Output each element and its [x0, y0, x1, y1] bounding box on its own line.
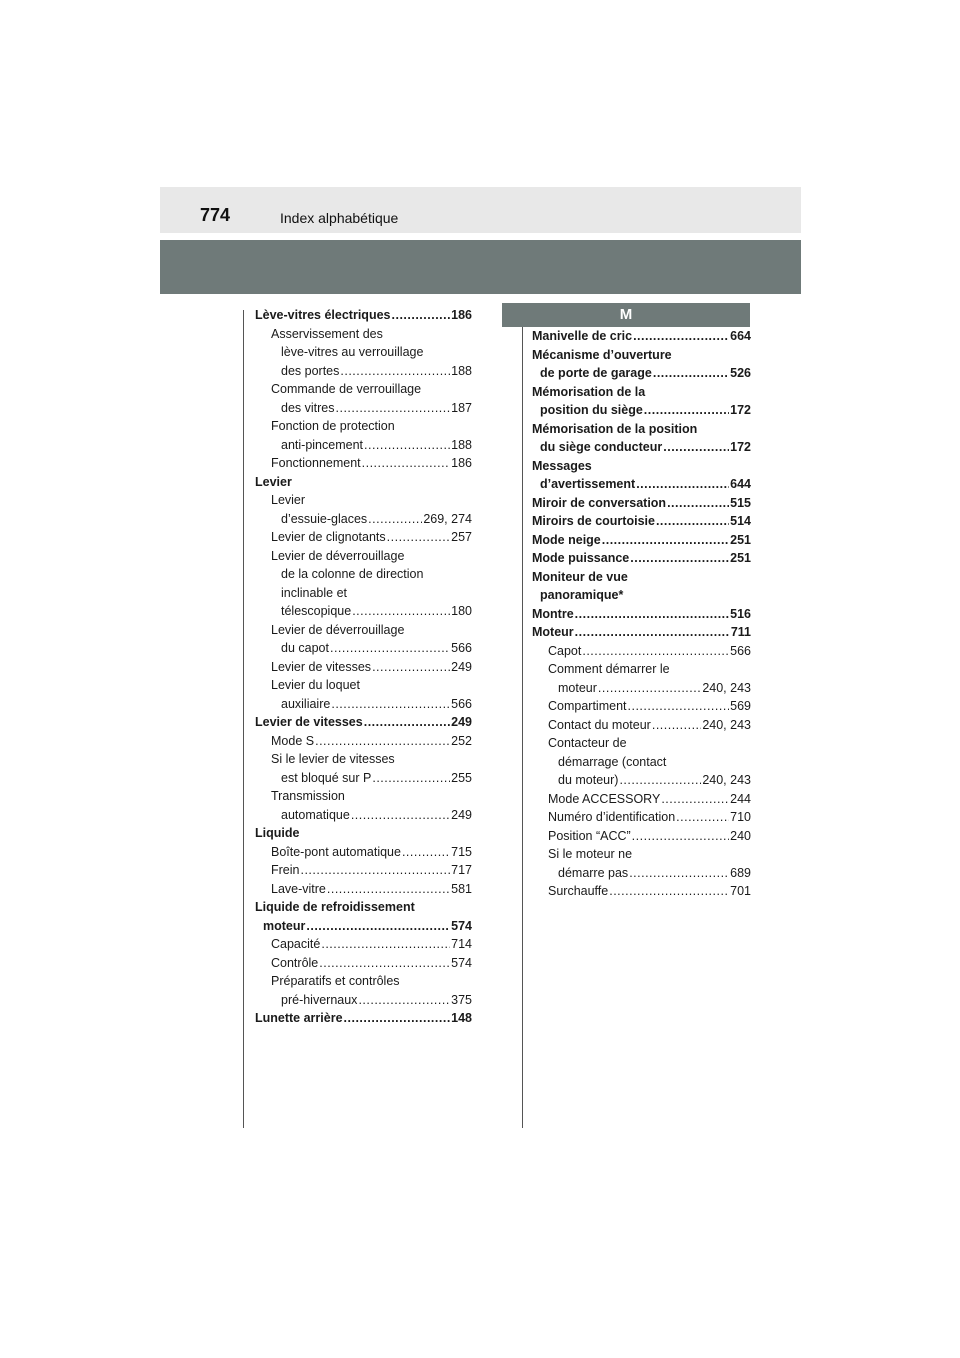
index-entry-page: 516	[730, 606, 751, 621]
index-entry	[255, 954, 472, 973]
index-entry-page: 186	[451, 456, 472, 470]
index-entry-label: démarre pas	[558, 865, 629, 880]
index-entry-page: 574	[451, 918, 472, 933]
index-entry-page: 644	[730, 477, 751, 491]
index-entry-page: 249	[451, 659, 472, 674]
index-entry-label: Numéro d’identification	[548, 810, 676, 824]
index-entry	[532, 531, 751, 550]
index-heading-line: Mécanisme d’ouverture	[532, 347, 672, 362]
index-entry-label: télescopique	[281, 604, 352, 618]
index-entry	[255, 510, 472, 529]
index-entry-page: 188	[451, 363, 472, 378]
index-entry-label: automatique	[281, 807, 350, 822]
dot-leader	[663, 438, 729, 457]
index-entry	[255, 1009, 472, 1028]
dot-leader	[582, 642, 729, 661]
index-entry-label: des vitres	[281, 400, 335, 415]
index-entry-page: 574	[451, 955, 472, 970]
dot-leader	[629, 864, 729, 883]
index-entry	[532, 494, 751, 513]
index-entry-page: 711	[730, 625, 751, 639]
index-entry-label: moteur	[263, 918, 306, 933]
index-entry	[255, 306, 472, 325]
dot-leader	[619, 771, 701, 790]
index-entry-label: position du siège	[540, 403, 643, 417]
dot-leader	[609, 882, 729, 901]
header-bar	[160, 187, 801, 233]
index-entry	[532, 512, 751, 531]
index-entry-label: du capot	[281, 641, 329, 655]
index-entry-page: 148	[451, 1011, 472, 1025]
index-entry-page: 240, 243	[702, 773, 751, 787]
index-entry	[532, 623, 751, 642]
index-entry-label: moteur	[558, 680, 597, 695]
index-entry	[255, 399, 472, 418]
index-heading-line: Comment démarrer le	[548, 662, 670, 676]
dot-leader	[336, 399, 451, 418]
index-heading-line: Si le levier de vitesses	[271, 752, 395, 766]
index-entry-page: 180	[451, 604, 472, 618]
index-heading-line: Levier du loquet	[271, 678, 360, 692]
index-heading-line: Asservissement des	[271, 326, 383, 341]
index-entry-page: 566	[730, 643, 751, 658]
index-entry-label: Moteur	[532, 625, 574, 639]
index-entry	[255, 917, 472, 936]
index-entry	[532, 697, 751, 716]
index-entry-label: d’essuie-glaces	[281, 511, 368, 526]
index-entry-page: 257	[451, 530, 472, 544]
dot-leader	[602, 531, 729, 550]
index-entry	[532, 605, 751, 624]
index-entry	[255, 713, 472, 732]
index-entry	[255, 843, 472, 862]
index-entry-label: Lunette arrière	[255, 1011, 343, 1025]
dot-leader	[340, 362, 450, 381]
index-entry-page: 187	[451, 400, 472, 415]
index-entry	[532, 864, 751, 883]
index-entry-label: Fonctionnement	[271, 456, 361, 470]
index-entry-page: 569	[730, 699, 751, 713]
index-entry-label: Compartiment	[548, 699, 627, 713]
index-entry-page: 249	[451, 715, 472, 729]
index-entry-page: 526	[730, 366, 751, 380]
index-entry	[255, 639, 472, 658]
index-entry	[255, 806, 472, 825]
index-entry-page: 240, 243	[702, 717, 751, 732]
index-entry-label: de porte de garage	[540, 366, 652, 380]
index-entry	[532, 771, 751, 790]
index-entry-label: des portes	[281, 363, 340, 378]
dot-leader	[306, 917, 450, 936]
index-entry	[255, 769, 472, 788]
dot-leader	[372, 658, 450, 677]
dot-leader	[575, 605, 729, 624]
index-entry-label: Levier de clignotants	[271, 530, 386, 544]
index-heading-line: Levier	[271, 493, 306, 507]
index-heading-line: Levier de déverrouillage	[271, 622, 405, 637]
dot-leader	[656, 512, 729, 531]
index-entry-page: 375	[451, 992, 472, 1007]
dot-leader	[351, 806, 450, 825]
index-entry	[255, 436, 472, 455]
index-entry-label: Mode S	[271, 733, 315, 748]
index-heading-line: Liquide de refroidissement	[255, 900, 415, 914]
dot-leader	[667, 494, 729, 513]
dot-leader	[344, 1009, 451, 1028]
dot-leader	[368, 510, 422, 529]
index-entry-page: 188	[451, 437, 472, 452]
dot-leader	[652, 716, 701, 735]
index-entry-label: Montre	[532, 606, 574, 621]
page-title: Index alphabétique	[280, 210, 399, 226]
index-heading-line: Contacteur de	[548, 736, 627, 750]
index-entry-page: 244	[730, 791, 751, 806]
dot-leader	[352, 602, 450, 621]
header-band	[160, 240, 801, 294]
index-entry	[255, 880, 472, 899]
index-entry-page: 514	[730, 514, 751, 528]
index-heading-line: démarrage (contact	[558, 754, 667, 769]
index-heading-line: Si le moteur ne	[548, 847, 633, 861]
dot-leader	[330, 639, 450, 658]
index-entry-label: Contact du moteur	[548, 717, 651, 732]
index-entry-page: 240, 243	[702, 680, 751, 695]
index-entry	[532, 827, 751, 846]
index-entry-label: Position “ACC”	[548, 828, 631, 843]
index-entry	[532, 808, 751, 827]
index-entry	[532, 679, 751, 698]
index-entry-label: Lève-vitres électriques	[255, 308, 391, 322]
index-heading-line: Moniteur de vue	[532, 569, 628, 584]
index-entry	[532, 882, 751, 901]
dot-leader	[628, 697, 730, 716]
index-entry-label: Levier de vitesses	[271, 659, 372, 674]
index-entry	[532, 716, 751, 735]
index-entry-page: 249	[451, 807, 472, 822]
index-entry	[532, 642, 751, 661]
dot-leader	[327, 880, 450, 899]
index-entry-label: Miroir de conversation	[532, 495, 667, 510]
index-entry-page: 252	[451, 733, 472, 748]
index-entry-label: Mode puissance	[532, 551, 630, 565]
index-entry-label: Contrôle	[271, 955, 319, 970]
dot-leader	[319, 954, 450, 973]
dot-leader	[364, 713, 450, 732]
index-entry-page: 581	[451, 881, 472, 896]
index-heading-line: Levier de déverrouillage	[271, 548, 405, 563]
index-entry-page: 717	[451, 863, 472, 877]
index-entry	[255, 658, 472, 677]
section-letter-header: M	[502, 303, 750, 327]
index-heading-line: Mémorisation de la	[532, 384, 646, 399]
index-heading-line: Fonction de protection	[271, 419, 395, 433]
dot-leader	[358, 991, 450, 1010]
dot-leader	[392, 306, 451, 325]
index-heading-line: Transmission	[271, 789, 345, 803]
index-entry-label: du siège conducteur	[540, 440, 663, 454]
index-heading-line: de la colonne de direction	[281, 567, 424, 581]
dot-leader	[372, 769, 450, 788]
index-entry-label: Boîte-pont automatique	[271, 844, 401, 859]
index-heading-line: Levier	[255, 474, 292, 489]
index-entry-label: est bloqué sur P	[281, 770, 372, 785]
index-entry-page: 515	[730, 495, 751, 510]
dot-leader	[633, 327, 729, 346]
dot-leader	[598, 679, 701, 698]
dot-leader	[331, 695, 450, 714]
dot-leader	[636, 475, 729, 494]
dot-leader	[644, 401, 729, 420]
index-entry-label: Mode neige	[532, 532, 601, 547]
dot-leader	[630, 549, 729, 568]
index-entry-page: 251	[730, 532, 751, 547]
index-heading-line: panoramique*	[540, 588, 624, 602]
index-entry-page: 172	[730, 440, 751, 454]
dot-leader	[575, 623, 730, 642]
index-entry	[255, 991, 472, 1010]
dot-leader	[632, 827, 729, 846]
dot-leader	[661, 790, 729, 809]
index-entry-page: 269, 274	[423, 511, 472, 526]
left-column-rule	[243, 310, 244, 1128]
index-entry-page: 240	[730, 828, 751, 843]
index-entry	[532, 327, 751, 346]
index-entry-page: 186	[451, 308, 472, 322]
dot-leader	[653, 364, 729, 383]
index-heading-line: inclinable et	[281, 585, 348, 600]
right-index-column	[532, 327, 751, 901]
index-entry-label: auxiliaire	[281, 696, 331, 711]
index-entry-page: 172	[730, 403, 751, 417]
index-entry-label: Frein	[271, 863, 300, 877]
index-entry	[255, 732, 472, 751]
index-entry-label: Levier de vitesses	[255, 715, 363, 729]
index-entry	[255, 602, 472, 621]
index-heading-line: Mémorisation de la position	[532, 421, 698, 436]
dot-leader	[364, 436, 450, 455]
index-entry	[532, 438, 751, 457]
index-entry-label: Mode ACCESSORY	[548, 791, 661, 806]
index-entry-label: d’avertissement	[540, 477, 636, 491]
index-entry-label: pré-hivernaux	[281, 992, 358, 1007]
index-entry-page: 710	[730, 810, 751, 824]
index-entry	[255, 454, 472, 473]
index-entry-page: 701	[730, 884, 751, 898]
index-entry	[532, 475, 751, 494]
index-entry	[255, 861, 472, 880]
dot-leader	[402, 843, 450, 862]
index-entry	[532, 401, 751, 420]
dot-leader	[300, 861, 450, 880]
index-heading-line: Préparatifs et contrôles	[271, 974, 400, 988]
page-number: 774	[200, 205, 231, 225]
dot-leader	[321, 935, 450, 954]
index-heading-line: Commande de verrouillage	[271, 382, 422, 396]
index-entry-page: 689	[730, 865, 751, 880]
index-entry-label: Surchauffe	[548, 884, 609, 898]
index-entry-page: 251	[730, 551, 751, 565]
index-entry-label: Manivelle de cric	[532, 329, 633, 343]
dot-leader	[315, 732, 450, 751]
index-entry-page: 715	[451, 844, 472, 859]
index-heading-line: Liquide	[255, 826, 300, 840]
index-entry-label: Lave-vitre	[271, 881, 326, 896]
index-entry-label: anti-pincement	[281, 437, 363, 452]
index-entry-label: Capot	[548, 643, 582, 658]
index-entry-page: 714	[451, 937, 472, 951]
index-entry-page: 566	[451, 641, 472, 655]
index-entry	[255, 935, 472, 954]
index-entry	[255, 362, 472, 381]
index-entry-page: 566	[451, 696, 472, 711]
dot-leader	[387, 528, 450, 547]
index-entry	[532, 790, 751, 809]
index-entry	[532, 549, 751, 568]
dot-leader	[676, 808, 729, 827]
index-entry	[255, 528, 472, 547]
index-entry	[255, 695, 472, 714]
index-heading-line: lève-vitres au verrouillage	[281, 345, 424, 359]
index-entry-page: 664	[730, 329, 751, 343]
index-entry-page: 255	[451, 770, 472, 785]
index-entry-label: du moteur)	[558, 773, 619, 787]
index-entry-label: Capacité	[271, 937, 321, 951]
dot-leader	[362, 454, 451, 473]
index-heading-line: Messages	[532, 458, 592, 473]
right-column-rule	[522, 310, 523, 1128]
left-index-column	[255, 306, 472, 1028]
index-entry	[532, 364, 751, 383]
index-entry-label: Miroirs de courtoisie	[532, 514, 655, 528]
